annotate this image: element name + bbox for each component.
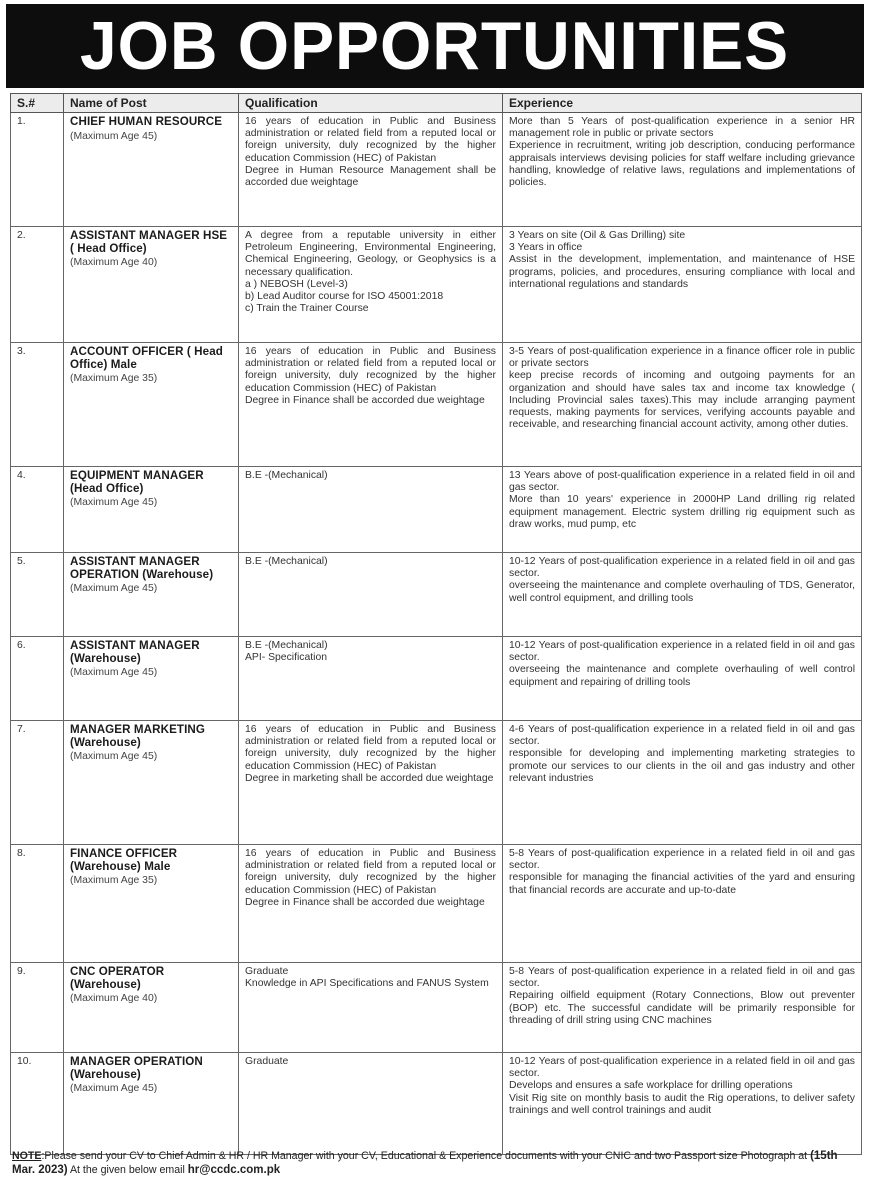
text-line: Repairing oilfield equipment (Rotary Connections, Blow out preventer (BOP) etc. The successful candidate will be primarily responsible for threading of drill string using CNC machines — [509, 990, 855, 1026]
note-email[interactable]: hr@ccdc.com.pk — [187, 1163, 281, 1176]
post-max-age: (Maximum Age 45) — [70, 130, 158, 142]
text-line: 3 Years in office — [509, 242, 583, 254]
note-colon: : — [41, 1150, 45, 1162]
post-name: MANAGER OPERATION (Warehouse) — [70, 1055, 203, 1081]
row-number: 9. — [11, 963, 64, 1053]
row-number: 10. — [11, 1053, 64, 1155]
experience-cell — [503, 343, 862, 467]
post-max-age: (Maximum Age 45) — [70, 1083, 158, 1095]
post-max-age: (Maximum Age 45) — [70, 667, 158, 679]
text-line: Visit Rig site on monthly basis to audit the Rig operations, to deliver safety trainings and well control trainings and audit — [509, 1092, 855, 1116]
experience-cell — [503, 1053, 862, 1155]
table-row — [11, 467, 862, 553]
table-row — [11, 343, 862, 467]
note-text-2: At the given below email — [67, 1163, 188, 1176]
table-row — [11, 637, 862, 721]
row-number: 8. — [11, 845, 64, 963]
qualification-cell — [239, 553, 503, 637]
text-line: Experience in recruitment, writing job description, conducing performance appraisals interviews devising policies for staff welfare including grievance handling, knowledge of relative laws, regulations and implementations of policies. — [509, 140, 855, 189]
row-number: 1. — [11, 113, 64, 227]
text-line: b) Lead Auditor course for ISO 45001:2018 — [245, 291, 444, 303]
row-number: 2. — [11, 227, 64, 343]
qualification-cell — [239, 1053, 503, 1155]
text-line: API- Specification — [245, 652, 328, 664]
text-line: 10-12 Years of post-qualification experience in a related field in oil and gas sector. — [509, 1056, 855, 1080]
text-line: a ) NEBOSH (Level-3) — [245, 278, 348, 290]
experience-cell — [503, 553, 862, 637]
post-cell — [64, 845, 239, 963]
row-number: 3. — [11, 343, 64, 467]
table-header-row — [11, 94, 862, 113]
post-cell — [64, 721, 239, 845]
post-cell — [64, 343, 239, 467]
experience-cell — [503, 113, 862, 227]
text-line: B.E -(Mechanical) — [245, 470, 328, 481]
post-name: MANAGER MARKETING (Warehouse) — [70, 723, 206, 749]
text-line: 16 years of education in Public and Business administration or related field from a reputed local or foreign university, duly recognized by the higher education Commission (HEC) of Pakistan — [245, 116, 496, 164]
row-number: 7. — [11, 721, 64, 845]
text-line: 13 Years above of post-qualification experience in a related field in oil and gas sector. — [509, 470, 855, 494]
header-qualification: Qualification — [239, 94, 503, 113]
note-paragraph — [12, 1150, 862, 1177]
text-line: Degree in Finance shall be accorded due weightage — [245, 896, 485, 908]
text-line: 4-6 Years of post-qualification experience in a related field in oil and gas sector. — [509, 724, 855, 748]
text-line: Develops and ensures a safe workplace for drilling operations — [509, 1080, 793, 1092]
experience-cell — [503, 845, 862, 963]
text-line: 5-8 Years of post-qualification experience in a related field in oil and gas sector. — [509, 848, 855, 872]
text-line: 16 years of education in Public and Business administration or related field from a reputed local or foreign university, duly recognized by the higher education Commission (HEC) of Pakistan — [245, 848, 496, 896]
text-line: 3 Years on site (Oil & Gas Drilling) site — [509, 230, 686, 241]
text-line: 10-12 Years of post-qualification experience in a related field in oil and gas sector. — [509, 556, 855, 580]
table-row — [11, 553, 862, 637]
table-row — [11, 721, 862, 845]
experience-cell — [503, 721, 862, 845]
post-max-age: (Maximum Age 45) — [70, 751, 158, 763]
qualification-cell — [239, 113, 503, 227]
post-max-age: (Maximum Age 45) — [70, 497, 158, 509]
post-cell — [64, 467, 239, 553]
table-row — [11, 113, 862, 227]
post-name: ASSISTANT MANAGER OPERATION (Warehouse) — [70, 555, 214, 581]
post-name: CHIEF HUMAN RESOURCE — [70, 115, 223, 128]
text-line: keep precise records of incoming and outgoing payments for an organization and should have sales tax and income tax knowledge ( Including Provincial sales taxes).This may include arranging payment requests, making payments for services, verifying accounts payable and receivable, and researching financial account activity, among other duties. — [509, 370, 855, 431]
post-max-age: (Maximum Age 35) — [70, 875, 158, 887]
text-line: 5-8 Years of post-qualification experience in a related field in oil and gas sector. — [509, 966, 855, 990]
note-label: NOTE — [12, 1150, 42, 1162]
text-line: 3-5 Years of post-qualification experience in a finance officer role in public or private sectors — [509, 346, 855, 370]
row-number: 5. — [11, 553, 64, 637]
post-cell — [64, 1053, 239, 1155]
text-line: Graduate — [245, 966, 289, 977]
text-line: B.E -(Mechanical) — [245, 640, 328, 651]
experience-cell — [503, 963, 862, 1053]
text-line: More than 5 Years of post-qualification experience in a senior HR management role in public or private sectors — [509, 116, 855, 140]
qualification-cell — [239, 845, 503, 963]
header-experience: Experience — [503, 94, 862, 113]
text-line: A degree from a reputable university in either Petroleum Engineering, Environmental Engineering, Chemical Engineering, Geology, or Geophysics is a necessary qualification. — [245, 230, 496, 278]
text-line: Assist in the development, implementation, and maintenance of HSE programs, policies, and procedures, ensuring compliance with local and international regulations and standards — [509, 254, 855, 290]
note-text-1: Please send your CV to Chief Admin & HR / HR Manager with your CV, Educational & Experience documents with your CNIC and two Passport size Photograph at — [44, 1150, 811, 1162]
text-line: 16 years of education in Public and Business administration or related field from a reputed local or foreign university, duly recognized by the higher education Commission (HEC) of Pakistan — [245, 346, 496, 394]
text-line: Degree in Finance shall be accorded due weightage — [245, 394, 485, 406]
post-cell — [64, 637, 239, 721]
qualification-cell — [239, 227, 503, 343]
jobs-table — [10, 93, 862, 1155]
post-name: ASSISTANT MANAGER HSE ( Head Office) — [70, 229, 228, 255]
post-name: CNC OPERATOR (Warehouse) — [70, 965, 165, 991]
post-max-age: (Maximum Age 45) — [70, 583, 158, 595]
experience-cell — [503, 467, 862, 553]
text-line: Graduate — [245, 1056, 289, 1067]
post-max-age: (Maximum Age 35) — [70, 373, 158, 385]
header-post: Name of Post — [64, 94, 239, 113]
table-row — [11, 227, 862, 343]
post-name: FINANCE OFFICER (Warehouse) Male — [70, 847, 178, 873]
qualification-cell — [239, 467, 503, 553]
text-line: Degree in Human Resource Management shall be accorded due weightage — [245, 164, 496, 189]
text-line: c) Train the Trainer Course — [245, 303, 369, 315]
post-cell — [64, 553, 239, 637]
table-body — [11, 113, 862, 1155]
text-line: 10-12 Years of post-qualification experience in a related field in oil and gas sector. — [509, 640, 855, 664]
post-name: ACCOUNT OFFICER ( Head Office) Male — [70, 345, 223, 371]
text-line: More than 10 years' experience in 2000HP Land drilling rig related equipment management. Electric system drilling rig equipment such as draw works, mud pump, etc — [509, 494, 855, 530]
text-line: 16 years of education in Public and Business administration or related field from a reputed local or foreign university, duly recognized by the higher education Commission (HEC) of Pakistan — [245, 724, 496, 772]
row-number: 4. — [11, 467, 64, 553]
row-number: 6. — [11, 637, 64, 721]
qualification-cell — [239, 721, 503, 845]
text-line: overseeing the maintenance and complete overhauling of TDS, Generator, well control equipment, and drilling tools — [509, 580, 855, 604]
qualification-cell — [239, 963, 503, 1053]
qualification-cell — [239, 343, 503, 467]
post-max-age: (Maximum Age 40) — [70, 993, 158, 1005]
post-max-age: (Maximum Age 40) — [70, 257, 158, 269]
post-name: EQUIPMENT MANAGER (Head Office) — [70, 469, 204, 495]
post-cell — [64, 113, 239, 227]
post-name: ASSISTANT MANAGER (Warehouse) — [70, 639, 200, 665]
text-line: B.E -(Mechanical) — [245, 556, 328, 567]
note-deadline: (15th Mar. 2023) — [12, 1150, 838, 1176]
post-cell — [64, 963, 239, 1053]
text-line: Degree in marketing shall be accorded due weightage — [245, 772, 494, 784]
post-cell — [64, 227, 239, 343]
experience-cell — [503, 637, 862, 721]
experience-cell — [503, 227, 862, 343]
text-line: responsible for developing and implementing marketing strategies to promote our services to our clients in the oil and gas industry and other relevant industries — [509, 748, 855, 784]
table-row — [11, 845, 862, 963]
text-line: overseeing the maintenance and complete overhauling of well control equipment and repairing of drilling tools — [509, 664, 855, 688]
title-banner — [6, 4, 864, 88]
text-line: Knowledge in API Specifications and FANUS System — [245, 978, 489, 990]
header-serial: S.# — [11, 94, 64, 113]
page-title: JOB OPPORTUNITIES — [80, 8, 790, 84]
table-row — [11, 963, 862, 1053]
qualification-cell — [239, 637, 503, 721]
text-line: responsible for managing the financial activities of the yard and ensuring that financial records are accurate and up-to-date — [509, 872, 855, 896]
table-row — [11, 1053, 862, 1155]
